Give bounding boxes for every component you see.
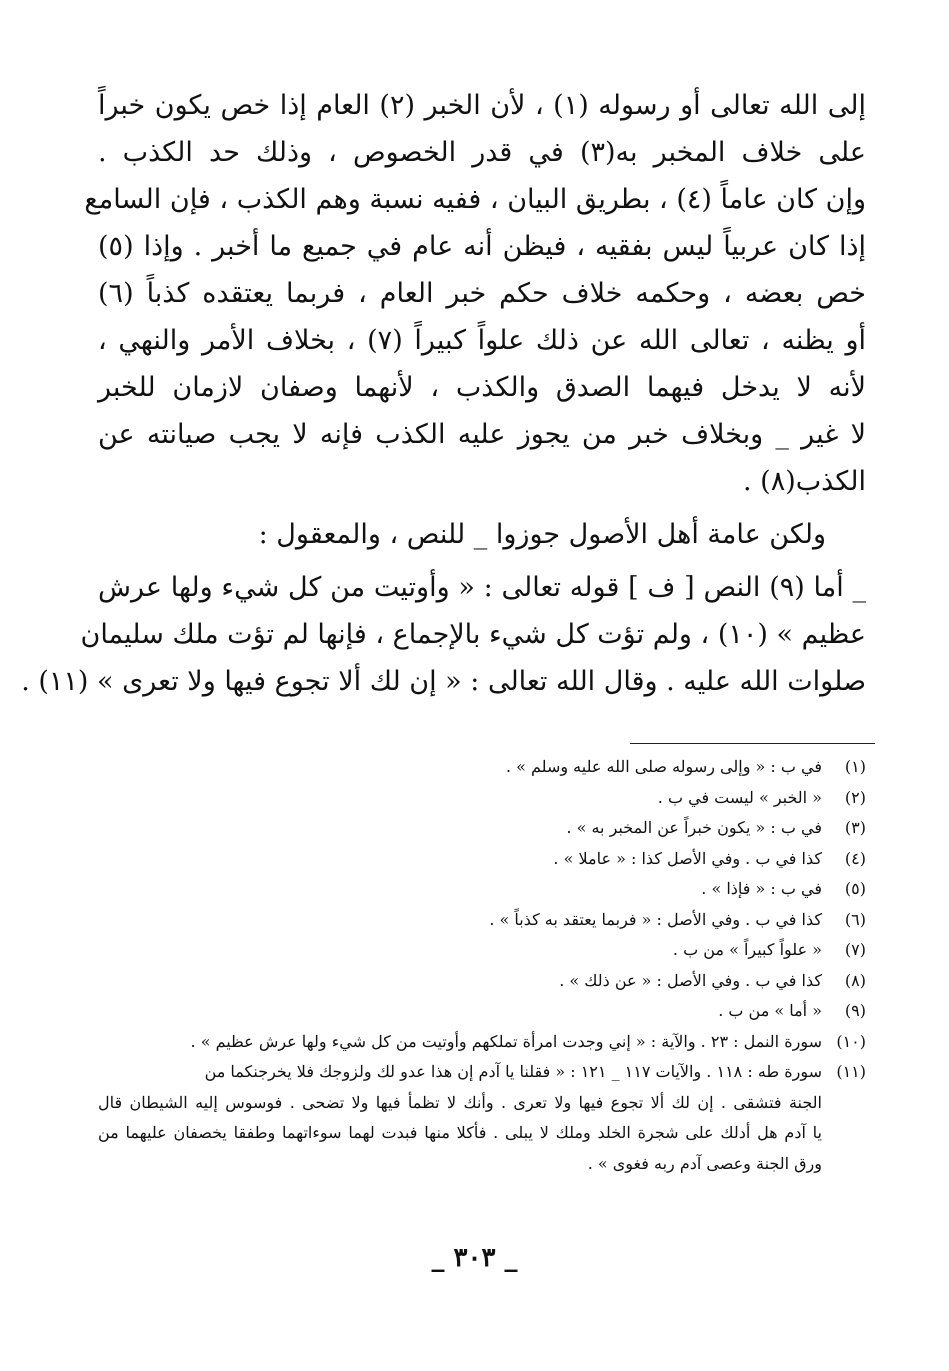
footnote-continuation: يا آدم هل أدلك على شجرة الخلد وملك لا يبلى . فأكلا منها فبدت لهما سوءاتهما وطفقا يخصفان عليهما من (98, 1123, 822, 1142)
footnote (98, 966, 866, 997)
footnote-number: (٦) (844, 909, 866, 929)
footnote (98, 844, 866, 875)
footnote-continuation: الجنة فتشقى . إن لك ألا تجوع فيها ولا تعرى . وأنك لا تظمأ فيها ولا تضحى . فوسوس إليه الشيطان قال (98, 1092, 822, 1112)
footnote-number: (٢) (844, 787, 866, 807)
body-line: وإن كان عاماً (٤) ، بطريق البيان ، ففيه نسبة وهم الكذب ، فإن السامع (84, 184, 866, 215)
footnote-number: (٧) (844, 940, 866, 959)
body-line: على خلاف المخبر به(٣) في قدر الخصوص ، وذلك حد الكذب . (98, 137, 866, 168)
footnote-text: سورة النمل : ٢٣ . والآية : « إني وجدت امرأة تملكهم وأوتيت من كل شيء ولها عرش عظيم » . (190, 1031, 822, 1051)
footnote-number: (٤) (844, 848, 866, 868)
body-line: لا غير _ وبخلاف خبر من يجوز عليه الكذب فإنه لا يجب صيانته عن (98, 419, 866, 450)
footnote-text: كذا في ب . وفي الأصل كذا : « عاملا » . (553, 848, 822, 868)
footnote (98, 874, 866, 905)
footnote (98, 996, 866, 1027)
footnotes (98, 752, 866, 1179)
body-line: خص بعضه ، وحكمه خلاف حكم خبر العام ، فربما يعتقده كذباً (٦) (98, 278, 866, 309)
footnote-number: (٣) (844, 818, 866, 837)
footnote-number: (٨) (844, 970, 866, 990)
footnote-number: (١٠) (836, 1031, 866, 1051)
body-line: _ أما (٩) النص [ ف ] قوله تعالى : « وأوتيت من كل شيء ولها عرش (98, 572, 867, 603)
main-text (21, 82, 867, 705)
footnote (98, 783, 866, 814)
footnote (98, 813, 866, 844)
footnote-divider (630, 743, 875, 744)
footnote-text: في ب : « يكون خبراً عن المخبر به » . (566, 818, 822, 837)
body-line: عظيم » (١٠) ، ولم تؤت كل شيء بالإجماع ، فإنها لم تؤت ملك سليمان (80, 619, 866, 650)
footnote-text: كذا في ب . وفي الأصل : « عن ذلك » . (559, 970, 822, 990)
body-line: أو يظنه ، تعالى الله عن ذلك علواً كبيراً (٧) ، بخلاف الأمر والنهي ، (98, 325, 866, 356)
footnote-text: « الخبر » ليست في ب . (657, 787, 822, 807)
footnote-text: « أما » من ب . (718, 1001, 822, 1020)
footnote-text: كذا في ب . وفي الأصل : « فربما يعتقد به كذباً » . (489, 909, 822, 929)
footnote-text: في ب : « وإلى رسوله صلى الله عليه وسلم » . (505, 757, 822, 776)
body-line: إلى الله تعالى أو رسوله (١) ، لأن الخبر (٢) العام إذا خص يكون خبراً (98, 90, 866, 121)
footnote (98, 935, 866, 966)
body-line: الكذب(٨) . (743, 466, 866, 497)
footnote-number: (١١) (836, 1062, 866, 1081)
footnote-number: (١) (844, 757, 866, 776)
footnote (98, 1027, 866, 1058)
page-number: _ ٣٠٣ _ (431, 1243, 518, 1273)
footnote (98, 905, 866, 936)
footnote-text: « علواً كبيراً » من ب . (672, 940, 822, 959)
footnote-number: (٩) (844, 1001, 866, 1020)
body-line: لأنه لا يدخل فيهما الصدق والكذب ، لأنهما وصفان لازمان للخبر (98, 372, 866, 403)
footnote-text: سورة طه : ١١٨ . والآيات ١١٧ _ ١٢١ : « فقلنا يا آدم إن هذا عدو لك ولزوجك فلا يخرجنكما من (204, 1062, 822, 1081)
footnote-continuation: ورق الجنة وعصى آدم ربه فغوى » . (587, 1153, 822, 1173)
body-line: إذا كان عربياً ليس بفقيه ، فيظن أنه عام في جميع ما أخبر . وإذا (٥) (98, 231, 866, 262)
paragraph-2: ولكن عامة أهل الأصول جوزوا _ للنص ، والمعقول : (258, 519, 826, 550)
footnote-text: في ب : « فإذا » . (701, 879, 822, 898)
footnote (98, 1057, 866, 1088)
footnote (98, 752, 866, 783)
body-line: صلوات الله عليه . وقال الله تعالى : « إن لك ألا تجوع فيها ولا تعرى » (١١) . (21, 666, 866, 697)
footnote-number: (٥) (844, 879, 866, 898)
